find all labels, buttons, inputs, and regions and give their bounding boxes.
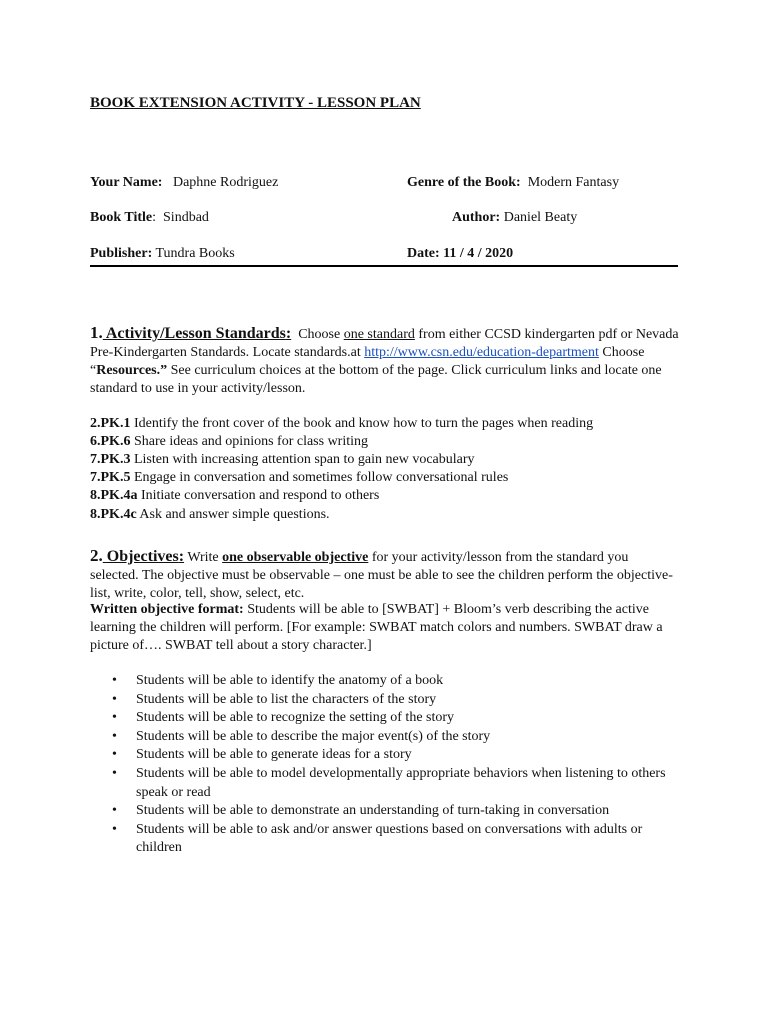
header-divider [90, 265, 678, 267]
standard-item [90, 488, 379, 504]
section-2-heading: Objectives [102, 548, 179, 565]
date-value: 11 / 4 / 2020 [443, 246, 514, 261]
section-1-text-a: Choose [298, 327, 344, 342]
standard-code: 8.PK.4c [90, 507, 137, 522]
bullet-icon: • [112, 765, 117, 781]
one-standard-text: one standard [343, 327, 415, 342]
standard-item [90, 507, 330, 523]
genre-value: Modern Fantasy [527, 175, 620, 190]
date-label: Date: [407, 246, 440, 261]
name-value: Daphne Rodriguez [172, 175, 279, 190]
standard-text: Engage in conversation and sometimes follow conversational rules [130, 470, 509, 485]
objective-text: Students will be able to list the characters of the story [136, 691, 437, 707]
document-title: BOOK EXTENSION ACTIVITY - LESSON PLAN [90, 95, 421, 111]
author-label: Author: [452, 210, 501, 225]
objective-text: Students will be able to recognize the setting of the story [136, 710, 455, 726]
standard-code: 7.PK.3 [90, 452, 131, 467]
bullet-icon: • [112, 728, 117, 744]
list-item [90, 672, 680, 691]
bullet-icon: • [112, 803, 117, 819]
objective-format-label: Written objective format: [90, 602, 244, 617]
standard-text: Ask and answer simple questions. [136, 507, 330, 522]
date-field [407, 246, 513, 262]
list-item [90, 746, 680, 765]
standard-text: Listen with increasing attention span to gain new vocabulary [130, 452, 475, 467]
standard-code: 8.PK.4a [90, 488, 138, 503]
name-field [90, 175, 278, 191]
list-item [90, 691, 680, 710]
genre-field [407, 175, 619, 191]
objective-format-paragraph [90, 601, 680, 655]
standard-code: 7.PK.5 [90, 470, 131, 485]
section-1-text-c: Choose “ [90, 345, 645, 378]
objective-text: Students will be able to describe the major event(s) of the story [136, 728, 491, 744]
standard-text: Share ideas and opinions for class writing [130, 434, 369, 449]
objective-text: Students will be able to identify the anatomy of a book [136, 673, 444, 688]
bullet-icon: • [112, 691, 117, 707]
standard-item [90, 470, 508, 486]
bullet-icon: • [112, 710, 117, 726]
publisher-field [90, 246, 235, 262]
standard-code: 6.PK.6 [90, 434, 131, 449]
section-1-number: 1. [90, 323, 103, 342]
section-1-text-d: See curriculum choices at the bottom of the page. Click curriculum links and locate one standard to use in your activity/lesson. [90, 363, 662, 396]
author-value: Daniel Beaty [503, 210, 578, 225]
bullet-icon: • [112, 747, 117, 763]
section-standards-intro [90, 324, 680, 398]
book-title-field [90, 210, 209, 226]
objective-text: Students will be able to ask and/or answer questions based on conversations with adults or children [136, 821, 643, 856]
publisher-value: Tundra Books [155, 246, 235, 261]
objective-text: Students will be able to model developmentally appropriate behaviors when listening to others speak or read [136, 765, 666, 800]
standard-item [90, 434, 368, 450]
standard-text: Initiate conversation and respond to others [137, 488, 380, 503]
bullet-icon: • [112, 821, 117, 837]
book-title-colon: : [152, 210, 157, 225]
list-item [90, 709, 680, 728]
csn-education-link[interactable]: http://www.csn.edu/education-department [364, 345, 599, 360]
list-item [90, 802, 680, 821]
list-item [90, 728, 680, 747]
section-objectives-intro [90, 547, 680, 603]
book-title-value: Sindbad [163, 210, 209, 225]
book-title-label: Book Title [90, 210, 153, 225]
standard-item [90, 452, 475, 468]
section-2-heading-colon: : [178, 548, 185, 565]
section-1-heading-colon: : [285, 325, 292, 342]
objectives-list [90, 672, 680, 858]
genre-label: Genre of the Book: [407, 175, 521, 190]
objective-format-text: Students will be able to [SWBAT] + Bloom’s verb describing the active learning the children will perform. [For example: SWBAT match colors and numbers. SWBAT draw a picture of…. SWBAT tell about a story character.] [90, 602, 663, 653]
section-2-number: 2. [90, 546, 103, 565]
objective-text: Students will be able to generate ideas for a story [136, 747, 412, 763]
list-item [90, 821, 680, 858]
standard-text: Identify the front cover of the book and know how to turn the pages when reading [130, 416, 594, 431]
name-label: Your Name: [90, 175, 163, 190]
bullet-icon: • [112, 673, 117, 688]
standard-item [90, 416, 593, 432]
section-1-heading: Activity/Lesson Standards [102, 325, 286, 342]
objective-text: Students will be able to demonstrate an understanding of turn-taking in conversation [136, 803, 610, 819]
observable-objective-text: one observable objective [222, 550, 369, 565]
resources-text: Resources.” [96, 363, 168, 378]
publisher-label: Publisher: [90, 246, 153, 261]
list-item [90, 765, 680, 802]
section-2-text-b: for your activity/lesson from the standard you selected. The objective must be observable – one must be able to see the children perform the objective- list, write, color, tell, show, select, etc. [90, 550, 673, 601]
author-field [452, 210, 577, 226]
section-1-text-b: from either CCSD kindergarten pdf or Nevada Pre-Kindergarten Standards. Locate standards.at [90, 327, 679, 360]
standard-code: 2.PK.1 [90, 416, 131, 431]
section-2-text-a: Write [187, 550, 223, 565]
